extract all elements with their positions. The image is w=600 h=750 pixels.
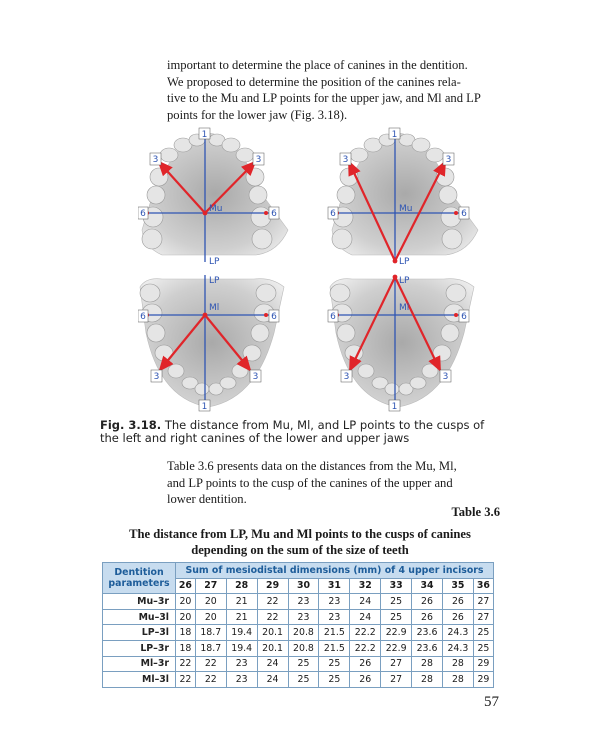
figure-label: 3: [152, 155, 159, 165]
table-column-header: 33: [381, 578, 412, 594]
table-cell: 21: [226, 609, 257, 625]
figure-caption: [100, 419, 500, 445]
table-cell: 28: [412, 656, 443, 672]
table-cell: 25: [381, 594, 412, 610]
table-cell: 25: [381, 609, 412, 625]
figure-label: 3: [442, 372, 449, 382]
table-column-header: 27: [195, 578, 226, 594]
table-cell: 26: [412, 594, 443, 610]
table-cell: 28: [412, 672, 443, 688]
figure-label: 3: [343, 372, 350, 382]
figure-label: 3: [153, 372, 160, 382]
table-cell: 22: [257, 609, 288, 625]
figure-3-18: [138, 127, 500, 413]
table-body: [103, 594, 494, 688]
table-column-header: 34: [412, 578, 443, 594]
text-line: tive to the Mu and LP points for the upper jaw, and Ml and LP: [167, 91, 481, 106]
figure-label: LP: [209, 257, 220, 267]
table-row: [103, 656, 494, 672]
table-cell: 27: [473, 609, 493, 625]
table-cell: 25: [473, 640, 493, 656]
table-cell: 23: [319, 609, 350, 625]
figure-label: 6: [461, 312, 467, 322]
table-cell: 28: [442, 672, 473, 688]
table-cell: 22.2: [350, 625, 381, 641]
table-title-line: depending on the sum of the size of teeth: [191, 543, 409, 557]
table-cell: 22: [176, 672, 196, 688]
table-column-header: 35: [442, 578, 473, 594]
table-cell: 23.6: [412, 625, 443, 641]
table-cell: 22.9: [381, 625, 412, 641]
row-label: LP–3l: [103, 625, 176, 641]
figure-label: LP: [399, 257, 410, 267]
text-line: We proposed to determine the position of the canines rela-: [167, 74, 461, 89]
table-cell: 25: [288, 656, 319, 672]
table-cell: 19.4: [226, 640, 257, 656]
row-label: Mu–3r: [103, 594, 176, 610]
table-cell: 22: [257, 594, 288, 610]
table-cell: 20.8: [288, 625, 319, 641]
intro-paragraph: [167, 57, 497, 123]
table-cell: 20.8: [288, 640, 319, 656]
caption-label: Fig. 3.18.: [100, 418, 162, 432]
figure-label: Ml: [399, 303, 410, 313]
table-cell: 20: [195, 594, 226, 610]
table-cell: 23: [288, 609, 319, 625]
figure-label: 3: [342, 155, 349, 165]
table-cell: 23: [288, 594, 319, 610]
text-line: points for the lower jaw (Fig. 3.18).: [167, 107, 348, 122]
table-cell: 20: [176, 594, 196, 610]
table-cell: 18: [176, 625, 196, 641]
table-cell: 20: [195, 609, 226, 625]
table-row: [103, 672, 494, 688]
figure-label: 6: [140, 209, 146, 219]
figure-label: Mu: [209, 204, 223, 214]
table-column-header: 28: [226, 578, 257, 594]
caption-text: The distance from Mu, Ml, and LP points to the cusps of the left and right canines of the lower and upper jaws: [100, 418, 485, 445]
table-cell: 20.1: [257, 640, 288, 656]
table-column-header: 31: [319, 578, 350, 594]
table-title: [100, 526, 500, 558]
table-cell: 26: [442, 594, 473, 610]
table-row: [103, 625, 494, 641]
table-cell: 27: [381, 656, 412, 672]
figure-label: 6: [330, 209, 336, 219]
table-cell: 22: [195, 672, 226, 688]
table-cell: 24: [350, 594, 381, 610]
table-cell: 18.7: [195, 640, 226, 656]
table-cell: 21: [226, 594, 257, 610]
table-cell: 25: [319, 672, 350, 688]
table-cell: 24: [257, 656, 288, 672]
text-line: lower dentition.: [167, 492, 247, 507]
table-cell: 27: [381, 672, 412, 688]
table-cell: 23: [319, 594, 350, 610]
data-table: [102, 562, 494, 688]
table-cell: 25: [319, 656, 350, 672]
panel-lower-jaw-left: [138, 275, 284, 412]
text-line: important to determine the place of canines in the dentition.: [167, 58, 468, 72]
table-cell: 24: [257, 672, 288, 688]
figure-label: 6: [330, 312, 336, 322]
table-cell: 23: [226, 656, 257, 672]
table-cell: 18: [176, 640, 196, 656]
text-line: and LP points to the cusp of the canines of the upper and: [167, 475, 453, 490]
figure-label: 1: [201, 130, 208, 140]
table-title-line: The distance from LP, Mu and Ml points to the cusps of canines: [129, 527, 471, 541]
figure-label: Ml: [209, 303, 220, 313]
table-cell: 27: [473, 594, 493, 610]
row-label: Mu–3l: [103, 609, 176, 625]
figure-label: 6: [140, 312, 146, 322]
figure-label: 3: [445, 155, 452, 165]
figure-label: LP: [399, 276, 410, 286]
table-cell: 22: [176, 656, 196, 672]
table-cell: 29: [473, 672, 493, 688]
figure-label: 1: [391, 130, 398, 140]
text-line: Table 3.6 presents data on the distances from the Mu, Ml,: [167, 459, 457, 473]
table-column-header: 32: [350, 578, 381, 594]
figure-label: 1: [201, 402, 208, 412]
table-cell: 23: [226, 672, 257, 688]
table-cell: 24.3: [442, 640, 473, 656]
table-cell: 22: [195, 656, 226, 672]
table-group-header: Sum of mesiodistal dimensions (mm) of 4 upper incisors: [176, 563, 494, 579]
figure-label: 6: [461, 209, 467, 219]
table-column-header: 30: [288, 578, 319, 594]
table-cell: 19.4: [226, 625, 257, 641]
figure-label: 6: [271, 312, 277, 322]
table-cell: 28: [442, 656, 473, 672]
table-cell: 24: [350, 609, 381, 625]
row-label: Ml–3l: [103, 672, 176, 688]
table-cell: 20: [176, 609, 196, 625]
table-row: [103, 609, 494, 625]
figure-label: 3: [255, 155, 262, 165]
table-cell: 24.3: [442, 625, 473, 641]
table-cell: 22.9: [381, 640, 412, 656]
figure-label: Mu: [399, 204, 413, 214]
row-label: LP–3r: [103, 640, 176, 656]
panel-lower-jaw-right: [328, 275, 474, 412]
table-cell: 26: [442, 609, 473, 625]
panel-upper-jaw-left: [138, 128, 288, 267]
figure-label: 6: [271, 209, 277, 219]
table-cell: 26: [350, 656, 381, 672]
table-row: [103, 594, 494, 610]
table-cell: 20.1: [257, 625, 288, 641]
table-cell: 25: [288, 672, 319, 688]
table-cell: 21.5: [319, 640, 350, 656]
table-cell: 29: [473, 656, 493, 672]
table-corner-header: Dentition parameters: [103, 563, 176, 594]
table-column-header: 26: [176, 578, 196, 594]
table-column-header: 36: [473, 578, 493, 594]
table-column-header: 29: [257, 578, 288, 594]
figure-label: 1: [391, 402, 398, 412]
table-cell: 21.5: [319, 625, 350, 641]
figure-label: LP: [209, 276, 220, 286]
row-label: Ml–3r: [103, 656, 176, 672]
table-cell: 18.7: [195, 625, 226, 641]
table-cell: 26: [350, 672, 381, 688]
table-cell: 26: [412, 609, 443, 625]
body-paragraph: [167, 458, 497, 508]
table-cell: 23.6: [412, 640, 443, 656]
table-cell: 25: [473, 625, 493, 641]
table-cell: 22.2: [350, 640, 381, 656]
panel-upper-jaw-right: [328, 128, 478, 267]
table-row: [103, 640, 494, 656]
page-number: 57: [484, 694, 499, 710]
table-label: Table 3.6: [451, 505, 500, 519]
figure-label: 3: [252, 372, 259, 382]
